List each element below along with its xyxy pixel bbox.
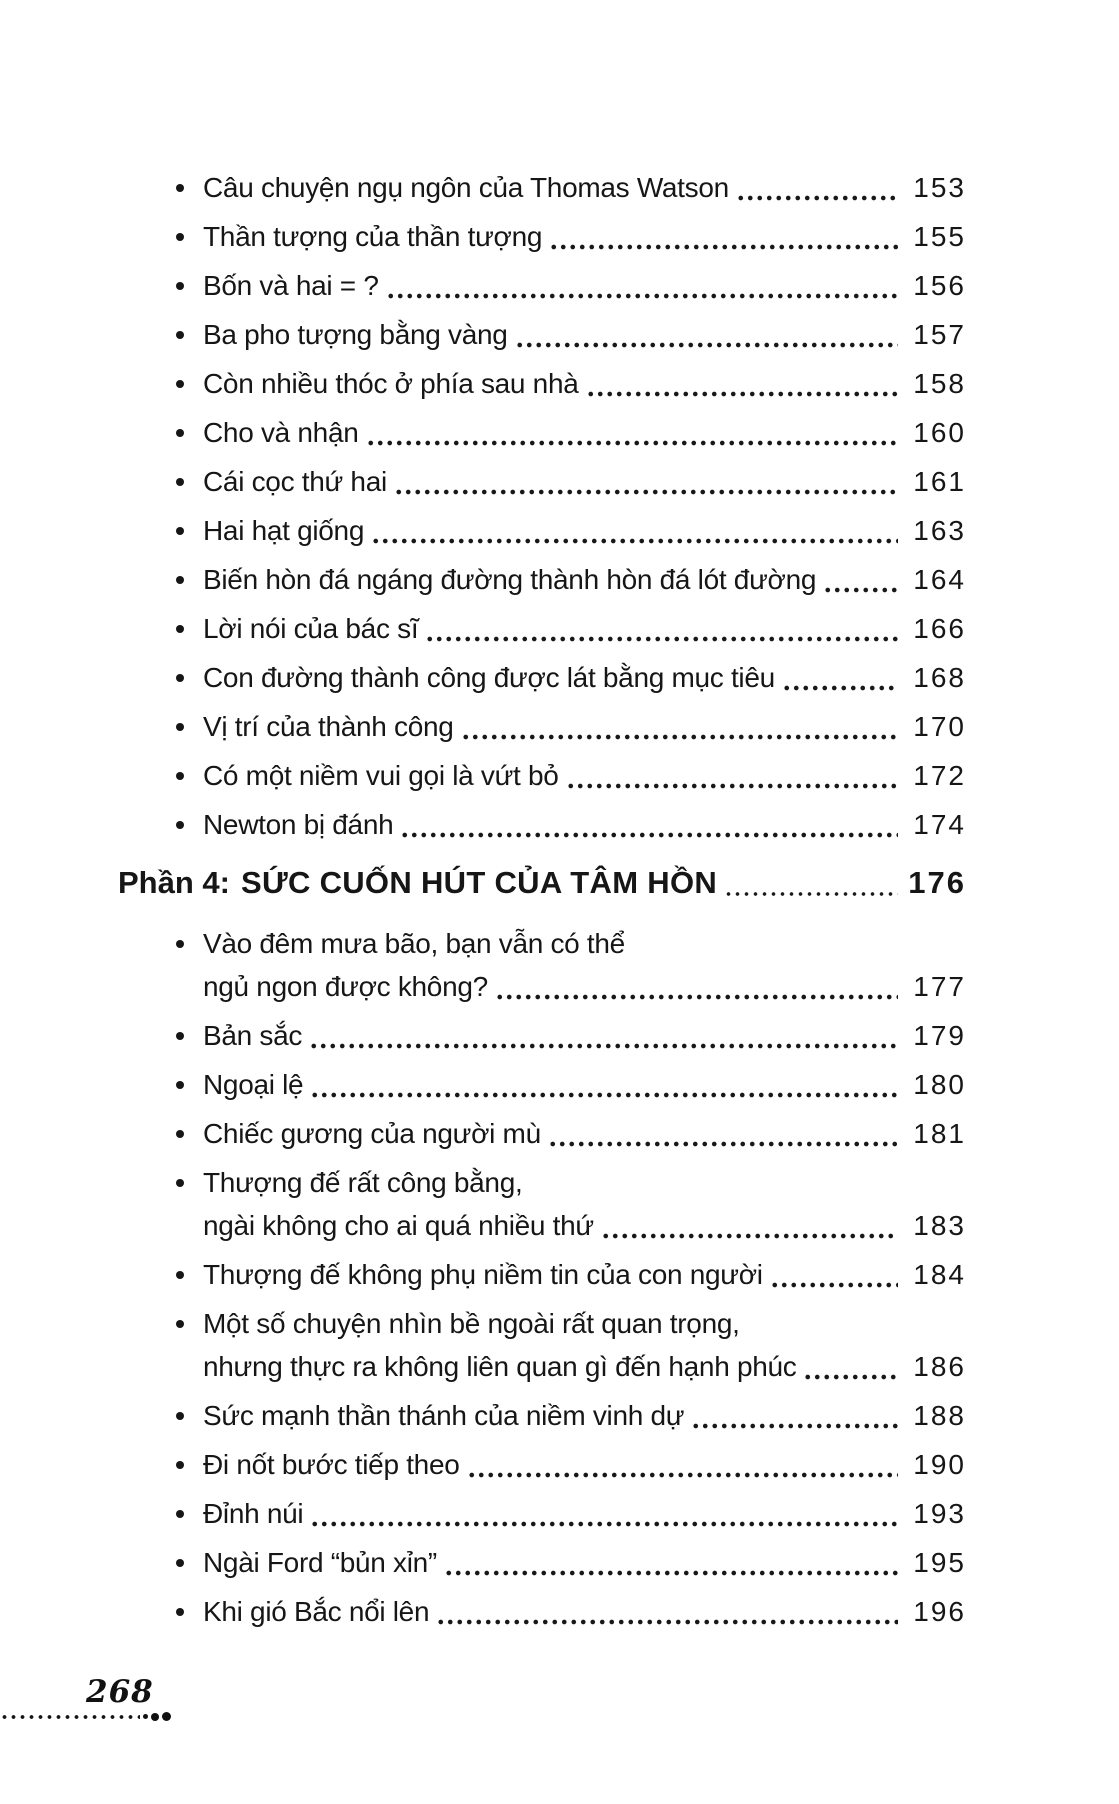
toc-entry <box>0 803 1119 846</box>
toc-entry-body <box>203 754 966 797</box>
bullet-dot <box>176 1461 184 1469</box>
dot-leader <box>566 783 898 789</box>
toc-entry-title: Chiếc gương của người mù <box>203 1118 541 1149</box>
toc-entry <box>0 264 1119 307</box>
bullet-icon <box>176 1302 203 1328</box>
bullet-dot <box>176 1320 184 1328</box>
toc-entry-last-line <box>203 1492 966 1535</box>
bullet-icon <box>176 362 203 388</box>
bullet-dot <box>176 184 184 192</box>
dot-leader <box>495 994 898 1000</box>
toc-entry-title: Đi nốt bước tiếp theo <box>203 1449 460 1480</box>
bullet-dot <box>176 1179 184 1187</box>
bullet-icon <box>176 1014 203 1040</box>
toc-entry-page-number: 168 <box>913 662 966 693</box>
toc-entry-title: ngài không cho ai quá nhiều thứ <box>203 1210 594 1241</box>
dot-leader <box>394 489 898 495</box>
dot-leader <box>736 195 898 201</box>
toc-entry-title: Newton bị đánh <box>203 809 394 840</box>
bullet-dot <box>176 625 184 633</box>
toc-entry-title-line: Vào đêm mưa bão, bạn vẫn có thể <box>203 928 625 959</box>
toc-entry-title: Hai hạt giống <box>203 515 365 546</box>
toc-entry-title-line: Thượng đế rất công bằng, <box>203 1167 523 1198</box>
footer-dot-medium <box>151 1713 159 1721</box>
toc-entry-body <box>203 1590 966 1633</box>
toc-entry-title: Biến hòn đá ngáng đường thành hòn đá lót đường <box>203 564 817 595</box>
toc-entry <box>0 558 1119 601</box>
toc-entry-page-number: 181 <box>913 1118 966 1149</box>
bullet-dot <box>176 1032 184 1040</box>
footer-dot-small <box>143 1714 148 1719</box>
bullet-dot <box>176 576 184 584</box>
toc-entry-body <box>203 1492 966 1535</box>
toc-entry-page-number: 164 <box>913 564 966 595</box>
bullet-icon <box>176 264 203 290</box>
bullet-dot <box>176 331 184 339</box>
toc-entry-page-number: 155 <box>913 221 966 252</box>
toc-entry <box>0 1590 1119 1633</box>
toc-entry-page-number: 183 <box>913 1210 966 1241</box>
toc-entry <box>0 313 1119 356</box>
toc-entry-page-number: 153 <box>913 172 966 203</box>
bullet-dot <box>176 1559 184 1567</box>
toc-entry <box>0 509 1119 552</box>
toc-entry-last-line <box>203 1443 966 1486</box>
toc-entry <box>0 1443 1119 1486</box>
dot-leader <box>400 832 898 838</box>
toc-entry <box>0 922 1119 1008</box>
toc-entry-page-number: 174 <box>913 809 966 840</box>
toc-entry-page-number: 188 <box>913 1400 966 1431</box>
toc-entry-last-line <box>203 1394 966 1437</box>
dot-leader <box>461 734 898 740</box>
dot-leader <box>425 636 898 642</box>
bullet-dot <box>176 1271 184 1279</box>
toc-entry-page-number: 160 <box>913 417 966 448</box>
toc-entry-body <box>203 558 966 601</box>
bullet-icon <box>176 215 203 241</box>
bullet-dot <box>176 723 184 731</box>
bullet-dot <box>176 940 184 948</box>
toc-section-title: SỨC CUỐN HÚT CỦA TÂM HỒN <box>240 865 718 900</box>
bullet-icon <box>176 1063 203 1089</box>
toc-entry-body <box>203 1302 966 1388</box>
toc-entry-page-number: 176 <box>908 865 966 900</box>
toc-entry-body <box>203 607 966 650</box>
bullet-icon <box>176 1590 203 1616</box>
toc-entry-body <box>203 1112 966 1155</box>
toc-entry-title: Còn nhiều thóc ở phía sau nhà <box>203 368 579 399</box>
dot-leader <box>549 244 898 250</box>
toc-entry-page-number: 190 <box>913 1449 966 1480</box>
bullet-icon <box>176 558 203 584</box>
bullet-icon <box>176 1253 203 1279</box>
dot-leader <box>515 342 898 348</box>
toc-entry-body <box>203 215 966 258</box>
toc-entry-body <box>203 362 966 405</box>
toc-entry-body <box>203 1161 966 1247</box>
toc-entry-body <box>203 1253 966 1296</box>
toc-entry-title: Cho và nhận <box>203 417 359 448</box>
toc-entry-last-line <box>203 965 966 1008</box>
toc-entry-body <box>203 1394 966 1437</box>
dot-leader <box>444 1570 898 1576</box>
toc-entry-last-line <box>203 607 966 650</box>
dot-leader <box>366 440 899 446</box>
toc-entry-last-line <box>203 362 966 405</box>
bullet-dot <box>176 478 184 486</box>
dot-leader <box>310 1521 898 1527</box>
bullet-icon <box>176 754 203 780</box>
toc-entry-last-line <box>203 313 966 356</box>
toc-entry <box>0 754 1119 797</box>
toc-entry-page-number: 177 <box>913 971 966 1002</box>
toc-entry-page-number: 161 <box>913 466 966 497</box>
dot-leader <box>724 891 898 897</box>
dot-leader <box>770 1282 898 1288</box>
bullet-dot <box>176 1412 184 1420</box>
toc-section-heading <box>0 860 1119 906</box>
footer-dotted-line <box>0 1712 171 1721</box>
toc-entry-body <box>203 411 966 454</box>
dot-leader <box>803 1374 898 1380</box>
toc-entry-last-line <box>203 166 966 209</box>
toc-entry <box>0 1014 1119 1057</box>
toc-entry-title: Bốn và hai = ? <box>203 270 379 301</box>
toc-entry-body <box>203 705 966 748</box>
dot-leader <box>309 1043 898 1049</box>
toc-entry <box>0 705 1119 748</box>
dot-leader <box>436 1619 898 1625</box>
toc-entry-page-number: 157 <box>913 319 966 350</box>
toc-entry-last-line <box>203 754 966 797</box>
dot-leader <box>548 1141 898 1147</box>
toc-entry-page-number: 166 <box>913 613 966 644</box>
toc-entry-title: nhưng thực ra không liên quan gì đến hạnh phúc <box>203 1351 797 1382</box>
bullet-icon <box>176 1443 203 1469</box>
toc-entry-title: Có một niềm vui gọi là vứt bỏ <box>203 760 559 791</box>
toc-entry-last-line <box>203 803 966 846</box>
bullet-dot <box>176 1081 184 1089</box>
toc-entry <box>0 166 1119 209</box>
toc-entry-last-line <box>203 1014 966 1057</box>
bullet-icon <box>176 313 203 339</box>
bullet-dot <box>176 527 184 535</box>
bullet-icon <box>176 705 203 731</box>
toc-entry-last-line <box>203 1204 966 1247</box>
toc-entry-title: Vị trí của thành công <box>203 711 454 742</box>
bullet-icon <box>176 1161 203 1187</box>
toc-entry-page-number: 180 <box>913 1069 966 1100</box>
toc-entry-page-number: 196 <box>913 1596 966 1627</box>
toc-entry-body <box>203 922 966 1008</box>
dot-leader <box>691 1423 898 1429</box>
bullet-icon <box>176 460 203 486</box>
toc-entry-title: Con đường thành công được lát bằng mục tiêu <box>203 662 775 693</box>
bullet-icon <box>176 509 203 535</box>
toc-entry-body <box>203 1541 966 1584</box>
toc-entry-page-number: 193 <box>913 1498 966 1529</box>
toc-entry-page-number: 172 <box>913 760 966 791</box>
bullet-dot <box>176 233 184 241</box>
toc-entry-body <box>203 460 966 503</box>
toc-section-label: Phần 4: <box>118 865 230 900</box>
toc-entry-page-number: 184 <box>913 1259 966 1290</box>
bullet-icon <box>176 1394 203 1420</box>
toc-entry-page-number: 158 <box>913 368 966 399</box>
toc-entry-page-number: 156 <box>913 270 966 301</box>
toc-entry-title: Bản sắc <box>203 1020 303 1051</box>
toc-entry-title: ngủ ngon được không? <box>203 971 488 1002</box>
toc-entry-title: Ba pho tượng bằng vàng <box>203 319 508 350</box>
toc-entry-body <box>203 1014 966 1057</box>
toc-entry-last-line <box>203 705 966 748</box>
table-of-contents <box>0 166 1119 1639</box>
bullet-icon <box>176 607 203 633</box>
bullet-icon <box>176 1541 203 1567</box>
toc-entry-last-line <box>203 558 966 601</box>
bullet-dot <box>176 1510 184 1518</box>
toc-entry <box>0 1302 1119 1388</box>
toc-entry <box>0 656 1119 699</box>
bullet-icon <box>176 1492 203 1518</box>
toc-entry-body <box>203 803 966 846</box>
toc-entry-last-line <box>203 1345 966 1388</box>
toc-entry-title: Khi gió Bắc nổi lên <box>203 1596 430 1627</box>
toc-entry-body <box>203 1443 966 1486</box>
toc-entry <box>0 411 1119 454</box>
toc-entry <box>0 362 1119 405</box>
toc-entry-last-line <box>203 1590 966 1633</box>
toc-entry-page-number: 179 <box>913 1020 966 1051</box>
dot-leader <box>586 391 899 397</box>
dot-leader <box>371 538 898 544</box>
dot-leader <box>601 1233 898 1239</box>
toc-entry-title: Đỉnh núi <box>203 1498 304 1529</box>
toc-entry-body <box>203 313 966 356</box>
bullet-icon <box>176 1112 203 1138</box>
toc-entry-last-line <box>203 1541 966 1584</box>
toc-entry-title: Sức mạnh thần thánh của niềm vinh dự <box>203 1400 685 1431</box>
toc-entry-title-line: Một số chuyện nhìn bề ngoài rất quan trọng, <box>203 1308 740 1339</box>
toc-entry-page-number: 186 <box>913 1351 966 1382</box>
toc-entry-last-line <box>203 1063 966 1106</box>
dot-leader <box>782 685 898 691</box>
toc-entry-body <box>203 166 966 209</box>
bullet-dot <box>176 1130 184 1138</box>
footer-page-number: 268 <box>86 1674 154 1710</box>
toc-entry <box>0 607 1119 650</box>
toc-entry-last-line <box>203 460 966 503</box>
toc-entry <box>0 215 1119 258</box>
footer-dot-large <box>162 1712 171 1721</box>
toc-entry <box>0 1112 1119 1155</box>
bullet-dot <box>176 821 184 829</box>
toc-entry-title: Câu chuyện ngụ ngôn của Thomas Watson <box>203 172 729 203</box>
toc-entry-title: Thần tượng của thần tượng <box>203 221 543 252</box>
bullet-icon <box>176 411 203 437</box>
toc-entry-title: Ngoại lệ <box>203 1069 304 1100</box>
toc-entry <box>0 1541 1119 1584</box>
toc-entry-last-line <box>203 656 966 699</box>
toc-entry <box>0 1394 1119 1437</box>
toc-entry-last-line <box>203 1253 966 1296</box>
toc-entry <box>0 1253 1119 1296</box>
bullet-dot <box>176 772 184 780</box>
toc-entry <box>0 1161 1119 1247</box>
toc-entry-last-line <box>203 509 966 552</box>
bullet-icon <box>176 922 203 948</box>
dot-leader <box>467 1472 898 1478</box>
bullet-dot <box>176 380 184 388</box>
toc-entry-body <box>203 656 966 699</box>
footer-dots-strip <box>0 1713 140 1721</box>
toc-entry <box>0 1492 1119 1535</box>
toc-entry-body <box>203 1063 966 1106</box>
dot-leader <box>386 293 898 299</box>
toc-entry-title: Lời nói của bác sĩ <box>203 613 419 644</box>
bullet-dot <box>176 282 184 290</box>
toc-entry-page-number: 170 <box>913 711 966 742</box>
toc-entry-title: Thượng đế không phụ niềm tin của con người <box>203 1259 763 1290</box>
dot-leader <box>823 587 898 593</box>
toc-entry-last-line <box>203 264 966 307</box>
toc-entry <box>0 460 1119 503</box>
toc-entry-title: Cái cọc thứ hai <box>203 466 387 497</box>
bullet-icon <box>176 803 203 829</box>
toc-entry-last-line <box>203 215 966 258</box>
dot-leader <box>310 1092 898 1098</box>
toc-entry-last-line <box>203 1112 966 1155</box>
toc-entry-title: Ngài Ford “bủn xỉn” <box>203 1547 437 1578</box>
bullet-icon <box>176 656 203 682</box>
toc-entry <box>0 1063 1119 1106</box>
bullet-dot <box>176 429 184 437</box>
bullet-icon <box>176 166 203 192</box>
toc-entry-body <box>203 509 966 552</box>
toc-entry-page-number: 195 <box>913 1547 966 1578</box>
bullet-dot <box>176 1608 184 1616</box>
toc-entry-body <box>203 264 966 307</box>
toc-entry-page-number: 163 <box>913 515 966 546</box>
bullet-dot <box>176 674 184 682</box>
toc-entry-last-line <box>203 411 966 454</box>
